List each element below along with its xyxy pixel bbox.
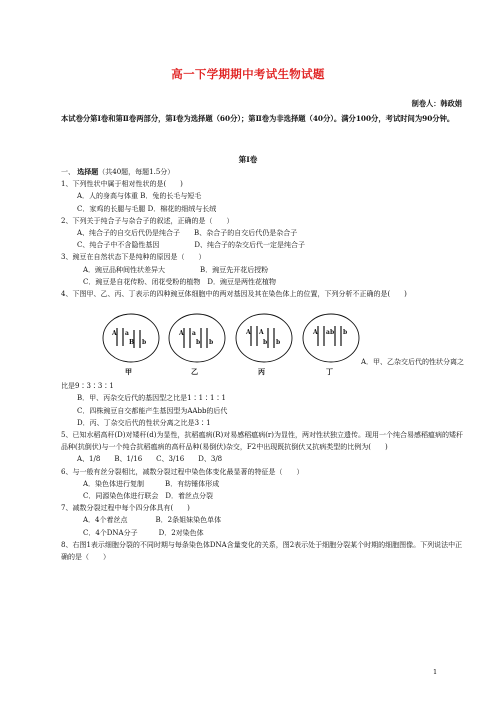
- cell-ding-gene-1: A: [313, 329, 318, 337]
- volume-heading: 第Ⅰ卷: [238, 155, 258, 164]
- exam-title: 高一下学期期中考试生物试题: [171, 67, 325, 81]
- q7-stem: 7、减数分裂过程中每个四分体具有( ): [61, 504, 190, 513]
- cell-yi-gene-3: b: [196, 339, 201, 347]
- cell-yi-gene-1: A: [179, 330, 184, 338]
- q6-stem: 6、与一般有丝分裂相比，减数分裂过程中染色体变化最显著的特征是（ ）: [61, 467, 304, 476]
- cell-yi-gene-2: a: [192, 330, 196, 338]
- section-name: 选择题: [77, 167, 99, 176]
- section-heading: [61, 166, 463, 178]
- author-line: 制卷人：韩政娟: [411, 99, 462, 108]
- cell-ding-label: 丁: [326, 367, 333, 377]
- cell-ding-gene-3: b: [330, 329, 335, 337]
- cell-yi: [169, 314, 225, 362]
- q6-options-cd: C．同源染色体进行联会 D．着丝点分裂: [83, 492, 213, 501]
- q4-stem: 4、下图甲、乙、丙、丁表示的四种豌豆体细胞中的两对基因及其在染色体上的位置，下列分析不正确的是( ): [61, 290, 407, 299]
- q1-stem: 1、下列性状中属于相对性状的是( ): [61, 180, 183, 189]
- cell-ding-gene-2: a: [326, 329, 330, 337]
- cell-bing-label: 丙: [258, 367, 265, 377]
- cell-bing-gene-4: b: [276, 339, 281, 347]
- cell-bing-gene-2: A: [259, 329, 264, 337]
- q4-option-c: C．四株豌豆自交都能产生基因型为AAbb的后代: [77, 406, 228, 415]
- cell-jia-gene-2: a: [125, 330, 129, 338]
- cell-jia-gene-1: A: [112, 330, 117, 338]
- q2-stem: 2、下列关于纯合子与杂合子的叙述，正确的是（ ）: [61, 216, 234, 225]
- q3-stem: 3、豌豆在自然状态下是纯种的原因是（ ）: [61, 253, 206, 262]
- cell-yi-gene-4: b: [209, 339, 214, 347]
- cell-jia-label: 甲: [125, 367, 132, 377]
- q4-option-b: B．甲、丙杂交后代的基因型之比是1∶1∶1∶1: [77, 394, 226, 403]
- q5-options: A、1/8 B、1/16 C、3/16 D、3/8: [77, 455, 223, 464]
- q8-stem: 8、右图1表示细胞分裂的不同时期与每条染色体DNA含量变化的关系，图2表示处于细胞分裂某个时期的细胞图像。下列说法中正确的是（ ）: [61, 540, 463, 562]
- cell-bing: [236, 314, 292, 362]
- cell-bing-gene-1: A: [246, 329, 251, 337]
- q4-option-d: D．丙、丁杂交后代的性状分离之比是3∶1: [77, 418, 211, 427]
- questions: [61, 166, 463, 563]
- q2-options-cd: C、纯合子中不含隐性基因 D、纯合子的杂交后代一定是纯合子: [77, 241, 305, 250]
- q3-options-cd: C．豌豆是自花传粉、闭花受粉的植物 D．豌豆是两性花植物: [83, 277, 276, 286]
- chromosome-cells-figure: [101, 304, 371, 380]
- cell-yi-label: 乙: [191, 367, 198, 377]
- cell-jia: [103, 314, 159, 362]
- cell-ding-gene-4: b: [343, 329, 348, 337]
- exam-intro: 本试卷分第Ⅰ卷和第Ⅱ卷两部分，第Ⅰ卷为选择题（60分）；第Ⅱ卷为非选择题（40分）。满分100分，考试时间为90分钟。: [61, 114, 455, 123]
- section-number: 一、: [61, 168, 75, 176]
- section-note: （共40题，每题1.5分）: [98, 168, 175, 176]
- page-number: 1: [433, 668, 438, 676]
- q7-options-cd: C．4个DNA分子 D．2对染色体: [83, 528, 204, 537]
- q1-options-ab: A．人的身高与体重 B．兔的长毛与短毛: [77, 192, 202, 201]
- q1-options-cd: C．家鸡的长腿与毛腿 D．棉花的细绒与长绒: [77, 204, 217, 213]
- q4-option-a-part1: A．甲、乙杂交后代的性状分离之: [361, 358, 465, 367]
- cell-jia-gene-4: b: [142, 339, 147, 347]
- cell-bing-gene-3: b: [263, 339, 268, 347]
- q7-options-ab: A．4个着丝点 B．2条姐妹染色单体: [83, 516, 222, 525]
- q4-option-a-part2: 比是9∶3∶3∶1: [61, 382, 114, 391]
- q2-options-ab: A、纯合子的自交后代仍是纯合子 B、杂合子的自交后代仍是杂合子: [77, 229, 298, 238]
- cell-ding: [303, 314, 359, 362]
- q5-stem: 5、已知水稻高秆(D)对矮秆(d)为显性，抗稻瘟病(R)对易感稻瘟病(r)为显性，两对性状独立遗传。现用一个纯合易感稻瘟病的矮秆品种(抗倒伏)与一个纯合抗稻瘟病的高秆品种(易倒伏)杂交，F2中出现既抗倒伏又抗病类型的比例为( ): [61, 431, 464, 452]
- q6-options-ab: A．染色体进行复制 B．有纺锤体形成: [83, 479, 220, 488]
- cell-jia-gene-3: B: [129, 339, 135, 347]
- q4-figure: [61, 304, 463, 380]
- q3-options-ab: A．豌豆品种间性状差异大 B．豌豆先开花后授粉: [83, 265, 269, 274]
